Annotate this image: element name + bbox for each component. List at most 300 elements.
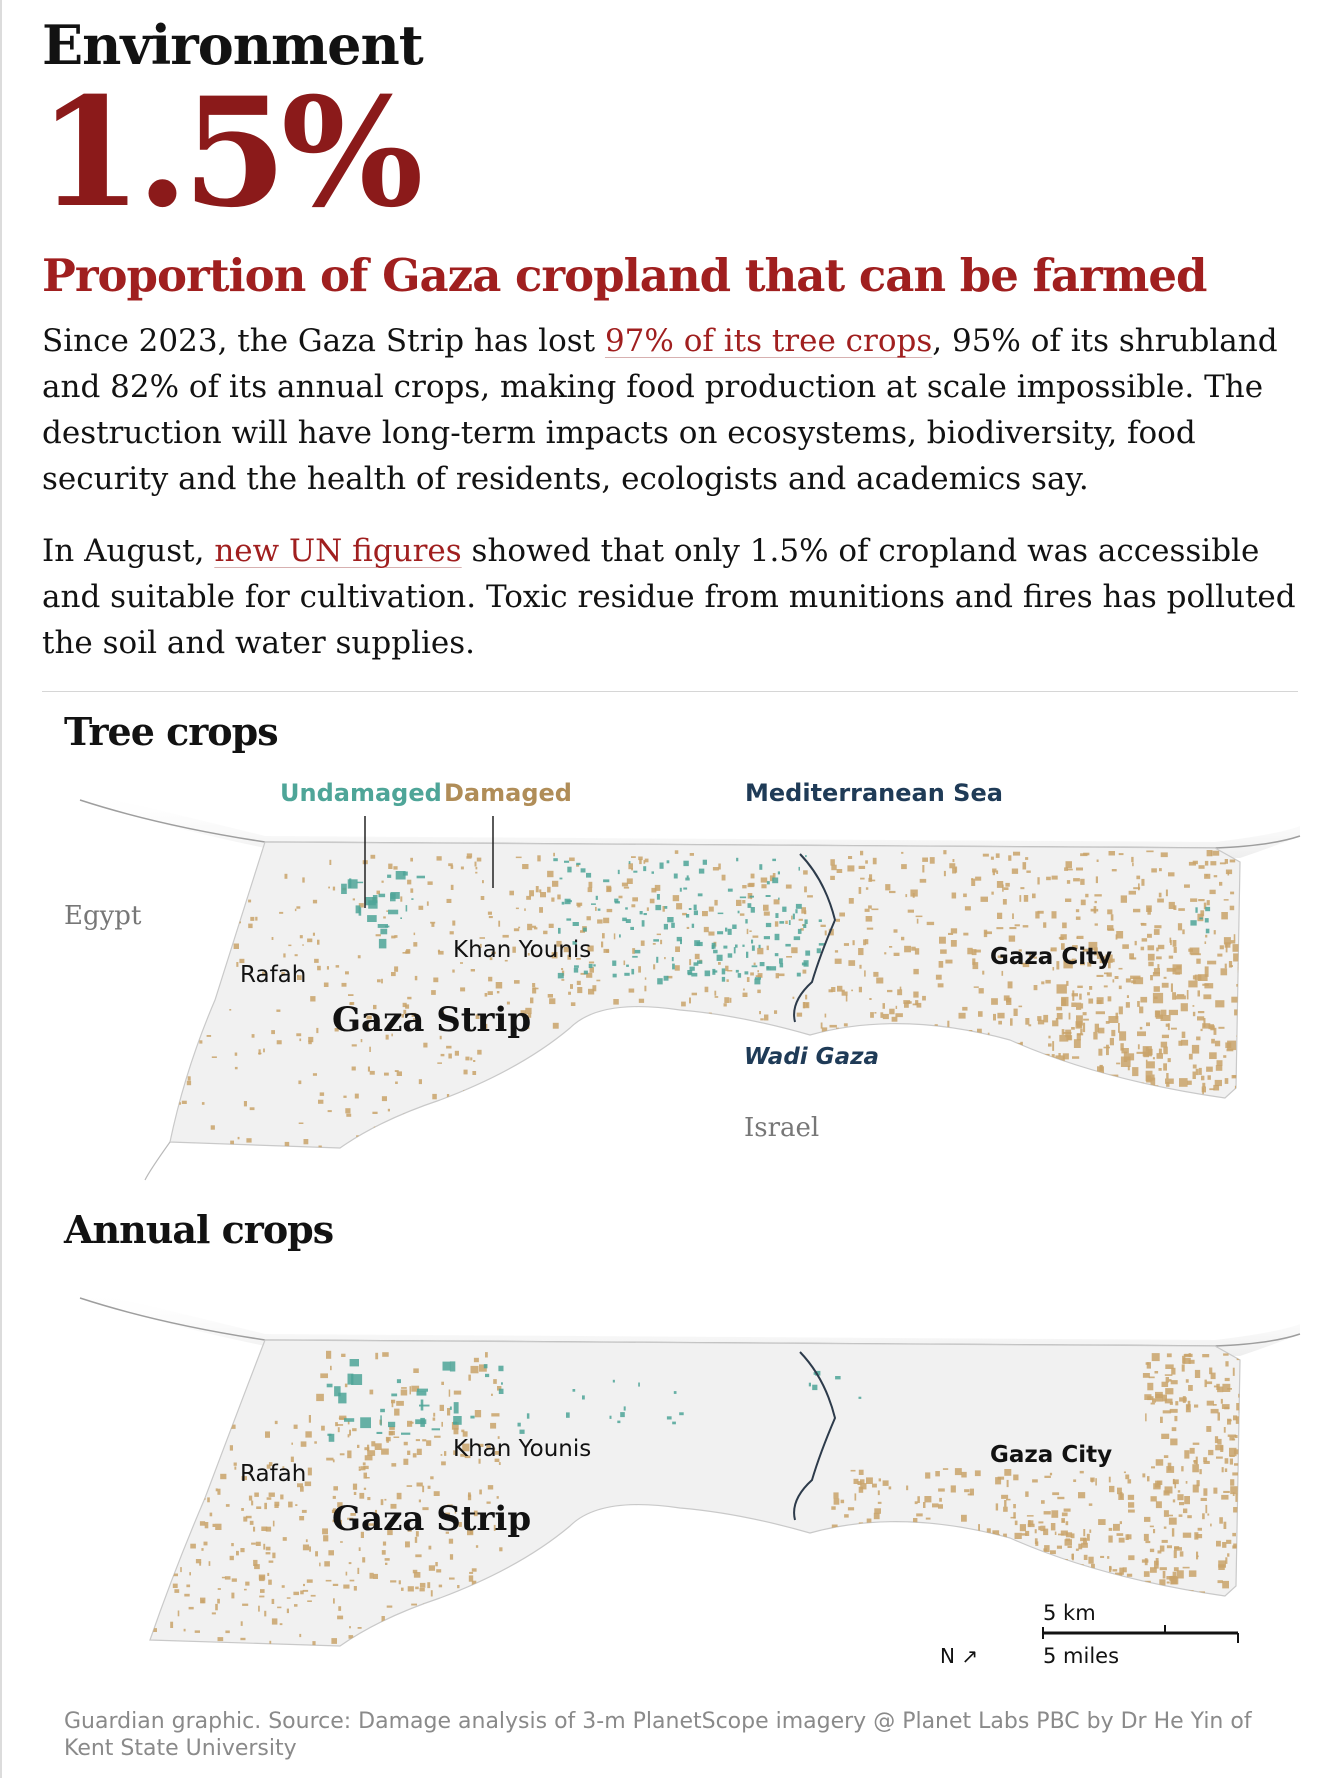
tree-crops-map: [0, 770, 1333, 1190]
crop-patch: [260, 1589, 265, 1593]
crop-patch: [573, 922, 579, 926]
crop-patch: [796, 904, 802, 909]
crop-patch: [372, 1112, 377, 1114]
crop-patch: [397, 1071, 402, 1076]
crop-patch: [601, 942, 603, 948]
crop-patch: [999, 1558, 1006, 1562]
crop-patch: [922, 996, 926, 1001]
crop-patch: [441, 1454, 443, 1456]
crop-patch: [764, 936, 770, 939]
crop-patch: [1240, 1414, 1242, 1417]
crop-patch: [1053, 1079, 1058, 1087]
crop-patch: [1017, 1088, 1023, 1090]
crop-patch: [428, 881, 433, 885]
crop-patch: [674, 1391, 677, 1394]
crop-patch: [916, 1513, 923, 1516]
crop-patch: [955, 867, 957, 873]
crop-patch: [1119, 1031, 1126, 1040]
crop-patch: [974, 1532, 976, 1538]
crop-patch: [209, 1561, 211, 1566]
crop-patch: [401, 1387, 407, 1389]
crop-patch: [801, 907, 806, 913]
crop-patch: [326, 1580, 332, 1582]
p2-text-b: showed that only 1.5% of cropland was accessible and suitable for cultivation. Toxic residue from munitions and fires has polluted the soil and water supplies.: [42, 533, 1296, 661]
crop-patch: [405, 1541, 410, 1547]
crop-patch: [1147, 1476, 1150, 1481]
crop-patch: [285, 874, 288, 879]
crop-patch: [485, 1374, 489, 1377]
crop-patch: [712, 945, 714, 949]
crop-patch: [173, 915, 175, 918]
crop-patch: [980, 1578, 983, 1580]
crop-patch: [795, 909, 797, 913]
crop-patch: [614, 933, 616, 939]
crop-patch: [1176, 996, 1186, 1000]
crop-patch: [761, 884, 766, 888]
crop-patch: [1226, 944, 1228, 953]
crop-patch: [672, 1422, 676, 1425]
crop-patch: [1108, 996, 1112, 1001]
crop-patch: [1151, 1496, 1157, 1501]
crop-patch: [683, 888, 687, 890]
crop-patch: [1148, 1585, 1150, 1593]
crop-patch: [1109, 1567, 1112, 1571]
crop-patch: [303, 1590, 308, 1592]
crop-patch: [204, 1542, 208, 1546]
crop-patch: [702, 911, 708, 916]
crop-patch: [174, 1466, 179, 1469]
crop-patch: [359, 1493, 364, 1499]
crop-patch: [1222, 1542, 1226, 1548]
crop-patch: [944, 1028, 950, 1033]
crop-patch: [553, 858, 558, 861]
crop-patch: [1051, 1510, 1058, 1518]
rafah-label: Rafah: [240, 962, 307, 988]
crop-patch: [181, 1462, 185, 1465]
crop-patch: [443, 1362, 451, 1371]
crop-patch: [1121, 895, 1127, 902]
crop-patch: [435, 1562, 438, 1566]
crop-patch: [1200, 910, 1204, 916]
crop-patch: [1166, 1073, 1168, 1079]
crop-patch: [561, 968, 563, 970]
crop-patch: [349, 1562, 352, 1564]
crop-patch: [330, 1366, 332, 1370]
crop-patch: [1087, 1077, 1091, 1082]
crop-patch: [408, 1132, 412, 1136]
crop-patch: [385, 1563, 387, 1565]
crop-patch: [904, 946, 911, 953]
crop-patch: [624, 973, 629, 976]
crop-patch: [314, 1441, 317, 1443]
crop-patch: [631, 969, 634, 975]
crop-patch: [1140, 1027, 1143, 1030]
crop-patch: [485, 1352, 488, 1357]
crop-patch: [1038, 1526, 1040, 1530]
crop-patch: [694, 962, 699, 966]
crop-patch: [1019, 1059, 1023, 1061]
crop-patch: [451, 885, 454, 890]
crop-patch: [1157, 899, 1164, 903]
crop-patch: [588, 989, 594, 995]
crop-patch: [1043, 1077, 1050, 1079]
crop-patch: [440, 1405, 444, 1411]
crop-patch: [1137, 1001, 1140, 1007]
crop-patch: [727, 970, 732, 972]
crop-patch: [1194, 1405, 1198, 1408]
crop-patch: [620, 1412, 625, 1417]
crop-patch: [644, 986, 646, 992]
crop-patch: [273, 1521, 275, 1527]
crop-patch: [987, 1528, 991, 1533]
crop-patch: [340, 1541, 343, 1543]
crop-patch: [1041, 1558, 1044, 1564]
crop-patch: [451, 865, 454, 869]
crop-patch: [1100, 1556, 1104, 1558]
crop-patch: [667, 917, 673, 922]
crop-patch: [434, 1436, 441, 1438]
crop-patch: [871, 1569, 874, 1576]
crop-patch: [485, 993, 488, 997]
crop-patch: [1004, 1558, 1006, 1561]
crop-patch: [1191, 953, 1201, 955]
khan-younis-label: Khan Younis: [453, 937, 592, 963]
crop-patch: [222, 1577, 226, 1579]
crop-patch: [1070, 1566, 1075, 1573]
crop-patch: [185, 1020, 190, 1025]
crop-patch: [225, 873, 228, 877]
crop-patch: [527, 924, 532, 930]
crop-patch: [357, 1445, 359, 1448]
crop-patch: [943, 1468, 948, 1470]
crop-patch: [689, 959, 691, 965]
crop-patch: [756, 975, 762, 977]
crop-patch: [895, 1059, 900, 1066]
crop-patch: [1154, 986, 1160, 992]
crop-patch: [827, 1073, 835, 1077]
crop-patch: [321, 1426, 325, 1431]
crop-patch: [422, 1439, 426, 1441]
crop-patch: [184, 920, 186, 922]
crop-patch: [851, 990, 853, 992]
crop-patch: [267, 1497, 272, 1500]
crop-patch: [1153, 1057, 1155, 1059]
crop-patch: [812, 1385, 817, 1390]
crop-patch: [214, 1453, 217, 1458]
crop-patch: [1147, 934, 1152, 938]
crop-patch: [1072, 990, 1074, 1001]
crop-patch: [889, 1047, 894, 1052]
crop-patch: [1187, 1515, 1192, 1518]
crop-patch: [1009, 1086, 1013, 1090]
crop-patch: [1237, 1031, 1243, 1033]
crop-patch: [1020, 887, 1024, 889]
crop-patch: [355, 1094, 359, 1099]
crop-patch: [1144, 1571, 1150, 1577]
crop-patch: [358, 1627, 362, 1629]
crop-patch: [1019, 1006, 1023, 1008]
crop-patch: [197, 942, 201, 945]
crop-patch: [985, 1546, 991, 1552]
crop-patch: [291, 1443, 293, 1445]
un-figures-link[interactable]: new UN figures: [214, 533, 462, 569]
crop-patch: [1218, 1027, 1224, 1029]
crop-patch: [877, 1575, 880, 1580]
crop-patch: [1046, 1076, 1052, 1081]
tree-crops-link[interactable]: 97% of its tree crops: [604, 323, 933, 359]
legend-undamaged: Undamaged: [280, 779, 442, 807]
crop-patch: [1218, 1580, 1223, 1583]
crop-patch: [453, 1422, 457, 1424]
crop-patch: [901, 937, 904, 941]
crop-patch: [1076, 937, 1078, 939]
crop-patch: [216, 1488, 218, 1491]
crop-patch: [215, 1604, 218, 1610]
crop-patch: [1042, 1087, 1047, 1093]
crop-patch: [407, 1451, 410, 1455]
crop-patch: [940, 1575, 945, 1579]
crop-patch: [798, 929, 802, 934]
crop-patch: [441, 1382, 444, 1385]
crop-patch: [1163, 1063, 1167, 1070]
crop-patch: [342, 983, 347, 987]
crop-patch: [441, 1054, 445, 1056]
crop-patch: [1209, 1052, 1217, 1059]
crop-patch: [394, 1409, 399, 1416]
crop-patch: [1130, 976, 1140, 980]
crop-patch: [760, 962, 765, 966]
crop-patch: [493, 1379, 497, 1384]
crop-patch: [295, 1504, 297, 1506]
crop-patch: [619, 934, 621, 937]
crop-patch: [1169, 1379, 1172, 1382]
north-arrow-icon: N ↗: [940, 1644, 979, 1668]
crop-patch: [793, 997, 795, 999]
crop-patch: [747, 929, 749, 934]
crop-patch: [269, 1493, 275, 1497]
crop-patch: [873, 972, 878, 977]
crop-patch: [447, 1408, 450, 1416]
crop-patch: [923, 1502, 926, 1508]
crop-patch: [388, 864, 392, 869]
crop-patch: [1022, 1552, 1025, 1554]
crop-patch: [1023, 925, 1029, 927]
crop-patch: [1227, 1388, 1232, 1390]
crop-patch: [1014, 1009, 1018, 1016]
crop-patch: [835, 959, 842, 964]
crop-patch: [835, 950, 838, 952]
crop-patch: [742, 900, 745, 904]
crop-patch: [1058, 1073, 1061, 1080]
crop-patch: [1198, 1528, 1202, 1531]
crop-patch: [1187, 1081, 1192, 1085]
crop-patch: [482, 1627, 486, 1629]
crop-patch: [1078, 1492, 1085, 1498]
crop-patch: [714, 900, 717, 906]
gaza-strip-label: Gaza Strip: [332, 1000, 532, 1040]
crop-patch: [178, 1611, 180, 1617]
crop-patch: [778, 898, 780, 900]
crop-patch: [212, 1612, 216, 1614]
crop-patch: [496, 1583, 498, 1586]
crop-patch: [766, 966, 770, 970]
crop-patch: [992, 1545, 997, 1552]
crop-patch: [1094, 1078, 1102, 1082]
crop-patch: [337, 1424, 344, 1426]
crop-patch: [1108, 1016, 1118, 1023]
crop-patch: [520, 1430, 525, 1434]
crop-patch: [388, 910, 398, 915]
crop-patch: [965, 1534, 972, 1541]
crop-patch: [938, 1488, 945, 1491]
crop-patch: [984, 1047, 990, 1051]
crop-patch: [1205, 907, 1210, 911]
crop-patch: [209, 1458, 211, 1464]
crop-patch: [1170, 1439, 1177, 1446]
crop-patch: [1217, 1439, 1221, 1445]
crop-patch: [922, 865, 924, 873]
crop-patch: [656, 957, 658, 963]
crop-patch: [428, 1142, 430, 1147]
crop-patch: [365, 1637, 371, 1639]
crop-patch: [189, 1437, 191, 1440]
crop-patch: [401, 1390, 408, 1396]
crop-patch: [1042, 1566, 1045, 1570]
crop-patch: [994, 1037, 997, 1044]
crop-patch: [413, 1453, 417, 1457]
crop-patch: [1196, 1037, 1200, 1041]
crop-patch: [1199, 918, 1203, 920]
crop-patch: [629, 989, 635, 993]
crop-patch: [1196, 1069, 1199, 1075]
crop-patch: [1041, 1500, 1045, 1504]
crop-patch: [1142, 938, 1148, 941]
crop-patch: [1035, 1554, 1038, 1558]
crop-patch: [975, 1072, 982, 1079]
crop-patch: [421, 1605, 425, 1609]
crop-patch: [1088, 1557, 1093, 1564]
egypt-label: Egypt: [64, 901, 142, 931]
crop-patch: [399, 1580, 401, 1584]
crop-patch: [632, 897, 638, 901]
headline: Proportion of Gaza cropland that can be farmed: [42, 249, 1207, 302]
crop-patch: [975, 877, 981, 881]
crop-patch: [945, 960, 952, 964]
crop-patch: [749, 930, 751, 932]
crop-patch: [774, 899, 780, 904]
crop-patch: [411, 898, 413, 900]
crop-patch: [1167, 1353, 1172, 1357]
crop-patch: [997, 1575, 1003, 1580]
crop-patch: [1166, 890, 1168, 897]
crop-patch: [1116, 1063, 1120, 1065]
crop-patch: [151, 1479, 153, 1481]
crop-patch: [236, 962, 238, 967]
crop-patch: [923, 1531, 925, 1538]
crop-patch: [462, 1123, 465, 1126]
crop-patch: [1216, 1541, 1221, 1547]
crop-patch: [1236, 1403, 1244, 1410]
crop-patch: [473, 1060, 475, 1062]
crop-patch: [975, 1470, 981, 1476]
crop-patch: [1125, 1475, 1129, 1480]
crop-patch: [830, 859, 835, 865]
crop-patch: [403, 1459, 408, 1465]
crop-patch: [947, 1021, 949, 1027]
crop-patch: [199, 1490, 203, 1495]
crop-patch: [889, 946, 892, 948]
crop-patch: [1006, 1552, 1010, 1558]
crop-patch: [611, 1023, 614, 1025]
crop-patch: [207, 1497, 210, 1502]
crop-patch: [1132, 1083, 1136, 1091]
crop-patch: [799, 867, 801, 871]
crop-patch: [410, 1422, 414, 1424]
khan-younis-label: Khan Younis: [453, 1436, 592, 1462]
crop-patch: [1168, 872, 1175, 876]
crop-patch: [402, 1645, 404, 1647]
crop-patch: [973, 1036, 975, 1038]
crop-patch: [225, 1576, 231, 1579]
crop-patch: [299, 1634, 301, 1637]
crop-patch: [329, 860, 331, 865]
p1-text-a: Since 2023, the Gaza Strip has lost: [42, 323, 605, 359]
crop-patch: [879, 1089, 882, 1095]
crop-patch: [1091, 1478, 1093, 1482]
crop-patch: [958, 1078, 962, 1082]
crop-patch: [944, 1568, 949, 1572]
crop-patch: [999, 1563, 1004, 1570]
crop-patch: [349, 1430, 351, 1436]
crop-patch: [688, 972, 692, 975]
crop-patch: [683, 1018, 689, 1024]
crop-patch: [1148, 945, 1155, 950]
crop-patch: [1050, 1558, 1055, 1562]
crop-patch: [1164, 1455, 1168, 1458]
crop-patch: [1032, 1479, 1038, 1482]
crop-patch: [1162, 1035, 1169, 1038]
crop-patch: [1225, 1378, 1230, 1381]
crop-patch: [874, 1508, 881, 1514]
crop-patch: [1146, 1071, 1153, 1082]
crop-patch: [1087, 1534, 1090, 1541]
crop-patch: [475, 1595, 478, 1598]
crop-patch: [791, 947, 797, 953]
crop-patch: [433, 978, 438, 983]
crop-patch: [1151, 868, 1157, 872]
crop-patch: [1117, 1586, 1124, 1588]
crop-patch: [775, 953, 779, 956]
crop-patch: [748, 903, 752, 908]
crop-patch: [1015, 1521, 1018, 1526]
crop-patch: [644, 913, 647, 915]
crop-patch: [848, 856, 852, 859]
crop-patch: [206, 1428, 210, 1434]
crop-patch: [892, 1529, 894, 1532]
crop-patch: [537, 855, 540, 861]
wadi-gaza-label: Wadi Gaza: [744, 1044, 879, 1070]
crop-patch: [341, 1354, 345, 1357]
crop-patch: [577, 981, 581, 985]
crop-patch: [167, 1493, 170, 1495]
crop-patch: [1231, 940, 1236, 944]
crop-patch: [844, 1514, 849, 1517]
crop-patch: [797, 1013, 802, 1017]
crop-patch: [1197, 1016, 1204, 1020]
crop-patch: [664, 924, 668, 930]
crop-patch: [263, 1544, 265, 1550]
crop-patch: [865, 909, 870, 912]
